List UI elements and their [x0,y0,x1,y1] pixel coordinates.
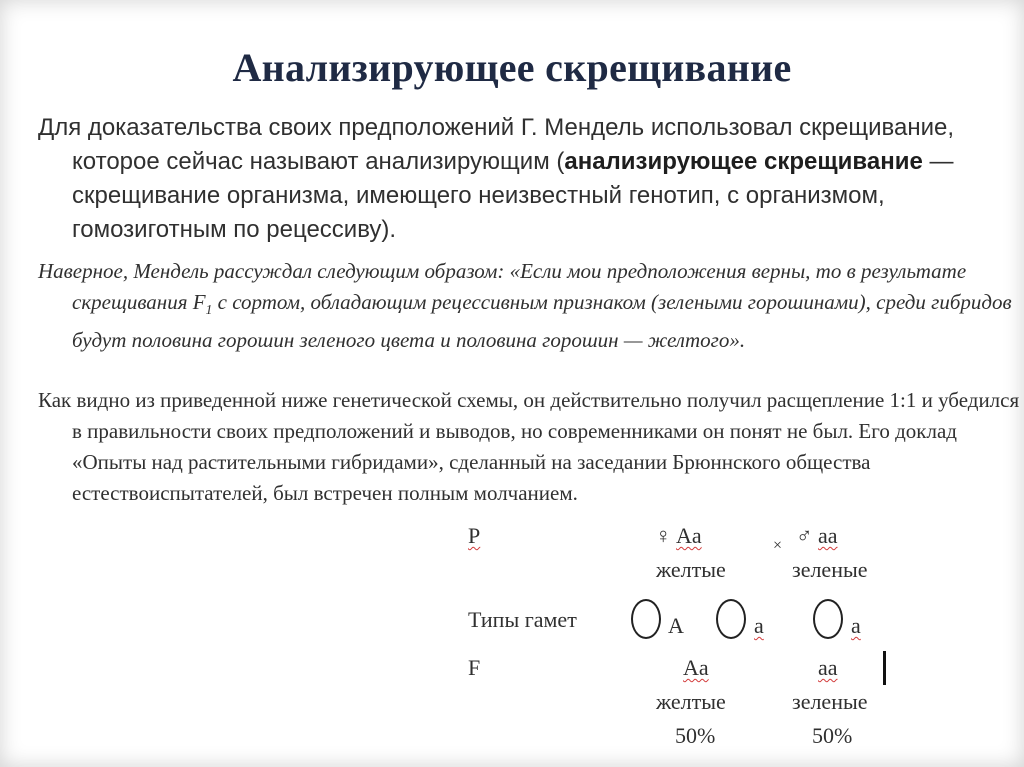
text-cursor [883,651,886,685]
paragraph-mendel-reasoning [38,256,1024,356]
paragraph2-text-a: Наверное, Мендель рассуждал следующим образом: «Если мои предположения верны, то в результате скрещивания F [38,259,967,314]
male-symbol-icon: ♂ [796,523,813,548]
offspring-genotype: aa [818,655,838,680]
paragraph1-text-a: Для доказательства своих предположений Г. Мендель использовал скрещивание, которое сейчас называют анализирующим ( [38,114,955,175]
row-gametes-label: Типы гамет [468,607,577,632]
offspring-genotype: Aa [683,655,709,680]
gamete-circle-icon [813,599,843,639]
paragraph-mendel-proof [38,111,1024,247]
slide-title: Анализирующее скрещивание [232,45,792,90]
male-genotype: aa [818,523,838,548]
female-genotype: Aa [676,523,702,548]
row-f-label: F [468,655,481,680]
paragraph1-text-b: — скрещивание организма, имеющего неизвестный генотип, с организмом, гомозиготным по рецессиву). [72,148,954,243]
gamete-label: a [851,613,861,638]
offspring-phenotype: желтые [656,689,726,714]
gamete-circle-icon [631,599,661,639]
female-phenotype: желтые [656,557,726,582]
offspring-phenotype: зеленые [792,689,868,714]
female-symbol-icon: ♀ [655,523,672,548]
offspring-percent: 50% [675,723,716,748]
paragraph2-subscript: 1 [205,302,213,318]
row-p-label: P [468,523,481,548]
paragraph1-term: анализирующее скрещивание [564,148,923,175]
gamete-label: a [754,613,764,638]
gamete-circle-icon [716,599,746,639]
gamete-label: A [668,613,684,638]
male-phenotype: зеленые [792,557,868,582]
paragraph-results: Как видно из приведенной ниже генетической схемы, он действительно получил расщепление 1:1 и убедился в правильности своих предположений и выводов, но современниками он понят не был. Его доклад «Опыты над растительными гибридами», сделанный на заседании Брюннского общества естествоиспытателей, был встречен полным молчанием. [38,388,1020,505]
genetic-scheme [450,515,890,760]
offspring-percent: 50% [812,723,853,748]
cross-symbol-icon: × [773,537,783,554]
paragraph2-text-b: с сортом, обладающим рецессивным признаком (зелеными горошинами), среди гибридов будут половина горошин зеленого цвета и половина горошин — желтого». [72,290,1012,353]
